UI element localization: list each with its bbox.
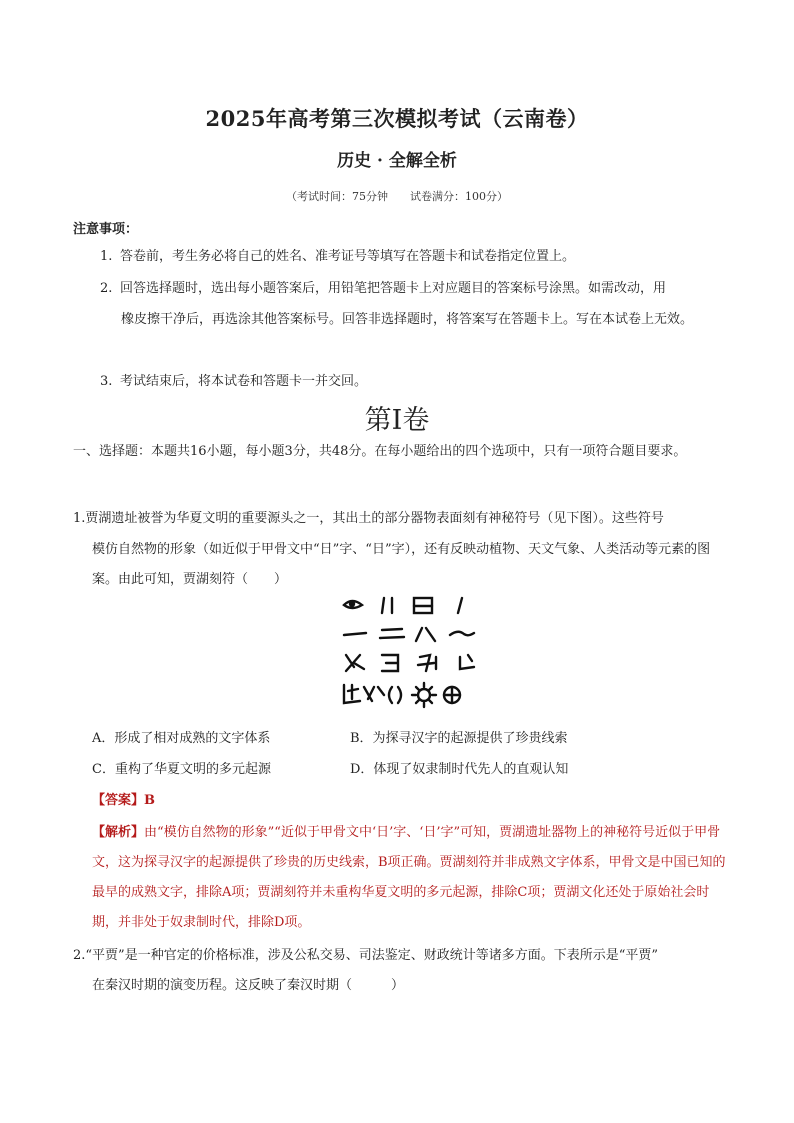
question-1 <box>73 504 733 596</box>
question-stem-continued: 模仿自然物的形象（如近似于甲骨文中“日”字、“日”字），还有反映动植物、天文气象、人类活动等元素的图案。由此可知，贾湖刻符（ ） <box>92 541 711 587</box>
exam-subtitle: 历史 · 全解全析 <box>337 151 457 171</box>
analysis-text <box>92 818 732 938</box>
jiahu-symbols-figure <box>340 595 480 715</box>
hook-symbol <box>460 655 474 669</box>
two-symbol <box>380 629 404 638</box>
notice-text: 回答选择题时，选出每小题答案后，用铅笔把答题卡上对应题目的答案标号涂黑。如需改动，用 <box>120 281 667 296</box>
exam-title: 2025年高考第三次模拟考试（云南卷） <box>205 106 589 131</box>
analysis-label: 【解析】 <box>92 825 145 840</box>
answer-label: 【答案】B <box>92 793 155 808</box>
figure-symbol <box>346 655 364 671</box>
analysis-body: 由“模仿自然物的形象”“近似于甲骨文中‘日’字、‘日’字”可知，贾湖遗址器物上的神秘符号近似于甲骨文，这为探寻汉字的起源提供了珍贵的历史线索，B项正确。贾湖刻符并非成熟文字体系，甲骨文是中国已知的最早的成熟文字，排除A项；贾湖刻符并未重构华夏文明的多元起源，排除C项；贾湖文化还处于原始社会时期，并非处于奴隶制时代，排除D项。 <box>92 825 726 930</box>
question-stem: “平贾”是一种官定的价格标准，涉及公私交易、司法鉴定、财政统计等诸多方面。下表所示是“平贾” <box>85 948 658 963</box>
section-title: 第Ⅰ卷 <box>364 405 430 436</box>
single-stroke-symbol <box>458 598 462 613</box>
notice-item-2 <box>100 274 730 335</box>
question-stem: 贾湖遗址被誉为华夏文明的重要源头之一，其出土的部分器物表面刻有神秘符号（见下图）。这些符号 <box>85 511 664 526</box>
option-a: A．形成了相对成熟的文字体系 <box>92 731 271 746</box>
bracket-symbol <box>389 687 401 703</box>
wave-symbol <box>450 632 474 636</box>
exam-meta: （考试时间：75分钟 试卷满分：100分） <box>286 190 508 203</box>
eight-symbol <box>416 628 435 641</box>
plant-symbol <box>418 655 436 671</box>
notice-num: 2. <box>100 281 113 296</box>
option-b: B．为探寻汉字的起源提供了珍贵线索 <box>350 731 568 746</box>
notice-text: 答卷前，考生务必将自己的姓名、准考证号等填写在答题卡和试卷指定位置上。 <box>120 249 576 264</box>
option-c: C．重构了华夏文明的多元起源 <box>92 762 271 777</box>
notice-num: 1. <box>100 249 113 264</box>
notice-item-1 <box>100 242 730 273</box>
question-number: 1. <box>73 511 86 526</box>
notice-text-continued: 橡皮擦干净后，再选涂其他答案标号。回答非选择题时，将答案写在答题卡上。写在本试卷上无效。 <box>121 311 694 327</box>
sequence-symbol <box>344 685 384 703</box>
double-stroke-symbol <box>382 598 392 613</box>
notice-text: 考试结束后，将本试卷和答题卡一并交回。 <box>120 374 368 389</box>
question-number: 2. <box>73 948 86 963</box>
notice-heading: 注意事项： <box>73 222 139 237</box>
option-d: D．体现了奴隶制时代先人的直观认知 <box>350 762 569 777</box>
notice-item-3 <box>100 367 730 398</box>
hand-symbol <box>382 655 398 671</box>
question-2 <box>73 941 733 1001</box>
part-intro: 一、选择题：本题共16小题，每小题3分，共48分。在每小题给出的四个选项中，只有一项符合题目要求。 <box>73 444 687 459</box>
notice-num: 3. <box>100 374 113 389</box>
one-symbol <box>344 633 366 635</box>
question-stem-continued: 在秦汉时期的演变历程。这反映了秦汉时期（ ） <box>92 978 405 993</box>
